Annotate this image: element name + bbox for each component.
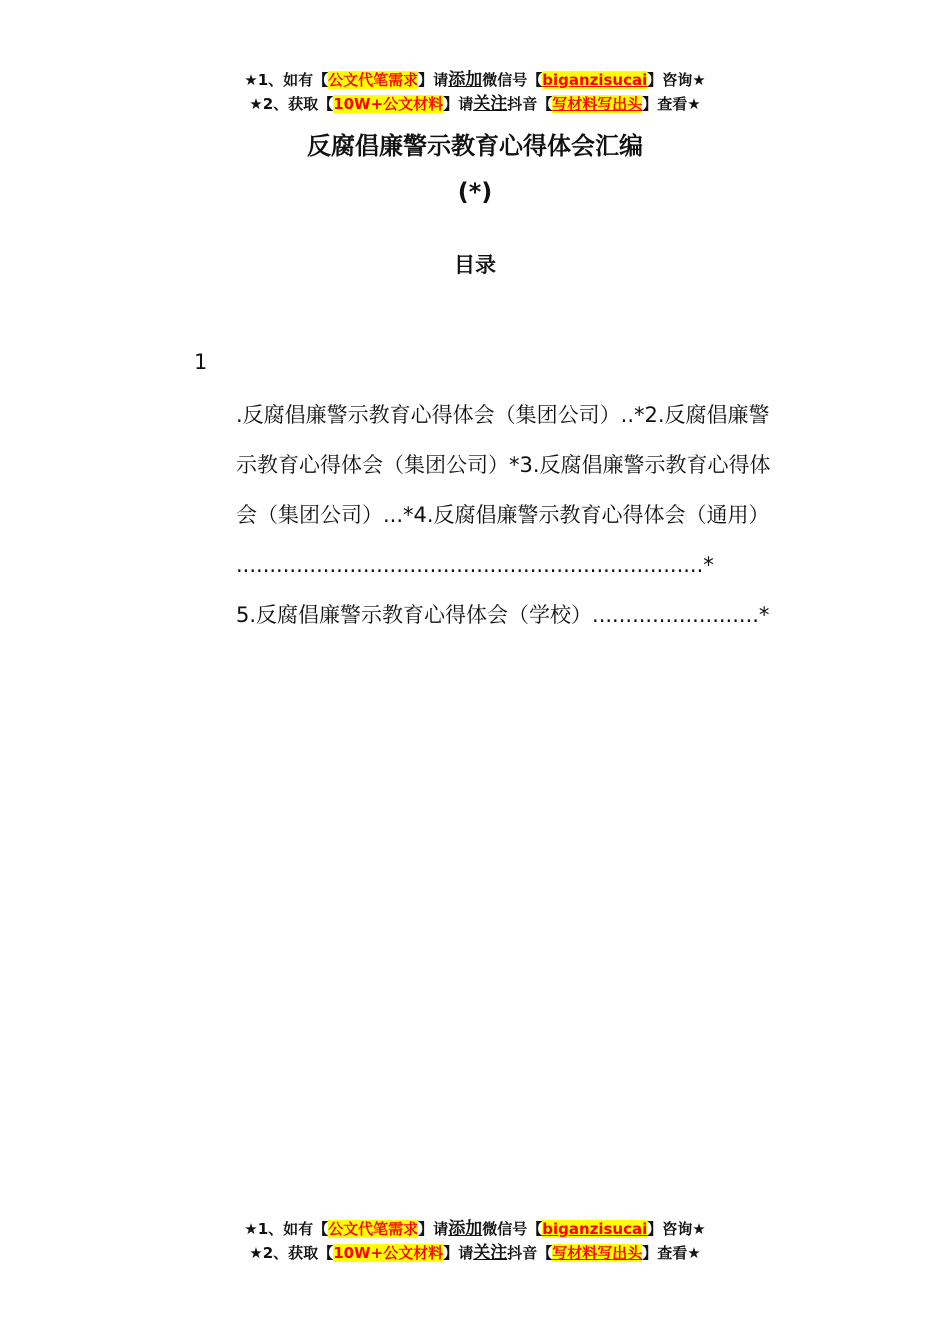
- toc-line: .反腐倡廉警示教育心得体会（集团公司）..*2.反腐倡廉警: [236, 403, 770, 427]
- toc-heading: 目录: [454, 253, 496, 277]
- banner-text: 】查看★: [642, 95, 701, 113]
- document-title: 反腐倡廉警示教育心得体会汇编: [307, 132, 643, 160]
- banner-line-2: [0, 1241, 950, 1265]
- banner-text: 】请: [443, 95, 474, 113]
- banner-text: 】请: [418, 1220, 449, 1238]
- toc-line: 5.反腐倡廉警示教育心得体会（学校）.........................*: [236, 603, 770, 627]
- header-banner: [0, 68, 950, 116]
- banner-text: 微信号【: [482, 71, 543, 89]
- banner-text: ★1、如有【: [244, 71, 329, 89]
- banner-text: 微信号【: [482, 1220, 543, 1238]
- banner-emphasis: 添加: [448, 70, 483, 90]
- banner-line-1: [0, 68, 950, 92]
- banner-text: ★2、获取【: [249, 95, 334, 113]
- footer-banner: [0, 1217, 950, 1265]
- banner-text: 】咨询★: [647, 71, 706, 89]
- highlight-wechat-id: biganzisucai: [542, 1220, 648, 1238]
- banner-emphasis: 添加: [448, 1219, 483, 1239]
- banner-line-2: [0, 92, 950, 116]
- banner-text: 】查看★: [642, 1244, 701, 1262]
- highlight-service: 公文代笔需求: [328, 71, 419, 89]
- banner-text: 】咨询★: [647, 1220, 706, 1238]
- banner-text: ★2、获取【: [249, 1244, 334, 1262]
- highlight-materials: 10W+公文材料: [333, 1244, 444, 1262]
- highlight-wechat-id: biganzisucai: [542, 71, 648, 89]
- banner-text: 】请: [418, 71, 449, 89]
- banner-text: ★1、如有【: [244, 1220, 329, 1238]
- highlight-douyin-account: 写材料写出头: [552, 1244, 643, 1262]
- toc-line: ......................................................................*: [236, 553, 714, 577]
- banner-emphasis: 关注: [473, 94, 508, 114]
- highlight-materials: 10W+公文材料: [333, 95, 444, 113]
- document-subtitle: (*): [457, 178, 493, 206]
- toc-number: 1: [194, 350, 208, 374]
- highlight-service: 公文代笔需求: [328, 1220, 419, 1238]
- banner-text: 抖音【: [507, 1244, 553, 1262]
- banner-line-1: [0, 1217, 950, 1241]
- toc-line: 会（集团公司）...*4.反腐倡廉警示教育心得体会（通用）: [236, 503, 770, 527]
- toc-line: 示教育心得体会（集团公司）*3.反腐倡廉警示教育心得体: [236, 453, 771, 477]
- banner-text: 抖音【: [507, 95, 553, 113]
- banner-text: 】请: [443, 1244, 474, 1262]
- banner-emphasis: 关注: [473, 1243, 508, 1263]
- highlight-douyin-account: 写材料写出头: [552, 95, 643, 113]
- toc-body: [236, 390, 808, 640]
